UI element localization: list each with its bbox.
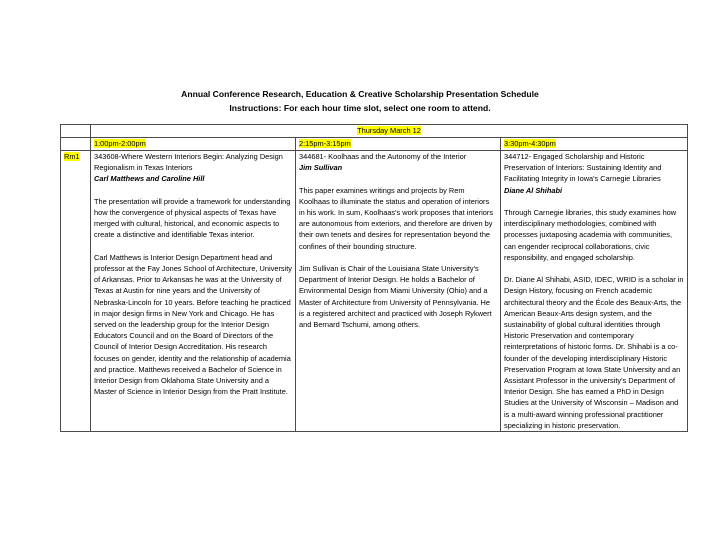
session-bio: Dr. Diane Al Shihabi, ASID, IDEC, WRID is a scholar in Design History, focusing on French academic architectural theory and the École des Beaux-Arts, the American Beaux-Arts design system, and the sustainability of global cultural identities through Historic Preservation and contemporary reinterpretations of historic forms. Dr. Shihabi is a co-founder of the developing interdisciplinary Historic Preservation Program at Iowa State University and an Assistant Professor in the university's Department of Interior Design. She has earned a PhD in Design Studies at the University of Wisconsin – Madison and is a multi-award winning professional practitioner specializing in historic preservation.: [504, 275, 684, 430]
day-header-row: [61, 125, 688, 138]
session-cell-2: [296, 151, 501, 432]
room-row: [61, 151, 688, 432]
session-presenters: Jim Sullivan: [299, 163, 343, 173]
session-title: 343608-Where Western Interiors Begin: Analyzing Design Regionalism in Texas Interiors: [94, 152, 283, 173]
room-cell: [61, 151, 91, 432]
time-slot-label: 2:15pm-3:15pm: [299, 139, 351, 148]
time-slot-1: [91, 138, 296, 151]
document-instructions: Instructions: For each hour time slot, select one room to attend.: [229, 103, 491, 113]
session-abstract: This paper examines writings and projects by Rem Koolhaas to illuminate the status and operation of interiors in his work. In sum, Koolhaas's work proposes that interiors are autonomous from exteriors, and therefore are driven by their own tenets and desires for representation beyond the confines of their bounding structure.: [299, 185, 494, 251]
time-slot-3: [501, 138, 688, 151]
schedule-table: [60, 124, 688, 432]
room-label: Rm1: [64, 152, 80, 161]
time-slot-label: 1:00pm-2:00pm: [94, 139, 146, 148]
session-presenters: Diane Al Shihabi: [504, 185, 563, 195]
session-title: 344681- Koolhaas and the Autonomy of the Interior: [299, 152, 467, 161]
time-slot-label: 3:30pm-4:30pm: [504, 139, 556, 148]
session-cell-1: [91, 151, 296, 432]
document-header: [0, 87, 720, 115]
document-title: Annual Conference Research, Education & Creative Scholarship Presentation Schedule: [181, 89, 539, 99]
time-corner-cell: [61, 138, 91, 151]
corner-cell: [61, 125, 91, 138]
time-slot-row: [61, 138, 688, 151]
session-presenters: Carl Matthews and Caroline Hill: [94, 174, 205, 184]
session-bio: Carl Matthews is Interior Design Department head and professor at the Fay Jones School of Architecture, University of Arkansas. Prior to Arkansas he was at the University of Texas at Austin for nine years and the University of Nebraska-Lincoln for 10 years. Before teaching he practiced in major design firms in New York and Chicago. He has served on the leadership group for the Interior Design Educators Council and on the Board of Directors of the Council of Interior Design Accreditation. His research focuses on gender, identity and the relationship of academia and practice. Matthews received a Bachelor of Science in Interior Design from Oklahoma State University and a Master of Science in Interior Design from the Pratt Institute.: [94, 252, 292, 397]
time-slot-2: [296, 138, 501, 151]
session-abstract: The presentation will provide a framework for understanding how the convergence of physical aspects of Texas have merged with cultural, historical, and economic aspects to create a distinctive and identifiable Texas interior.: [94, 196, 291, 240]
day-label: Thursday March 12: [357, 126, 421, 135]
day-cell: [91, 125, 688, 138]
session-title: 344712- Engaged Scholarship and Historic Preservation of Interiors: Sustaining Identity and Facilitating Integrity in Iowa's Carnegie Libraries: [504, 152, 662, 184]
session-cell-3: [501, 151, 688, 432]
session-bio: Jim Sullivan is Chair of the Louisiana State University's Department of Interior Design. He holds a Bachelor of Environmental Design from Miami University (Ohio) and a Master of Architecture from University of Pennsylvania. He is a registered architect and practiced with Joseph Rykwert and Bernard Tschumi, among others.: [299, 264, 492, 330]
session-abstract: Through Carnegie libraries, this study examines how interdisciplinary methodologies, combined with processes juxtaposing academia with communities, can engender reciprocal collaborations, civic responsibility, and engaged scholarship.: [504, 208, 677, 262]
